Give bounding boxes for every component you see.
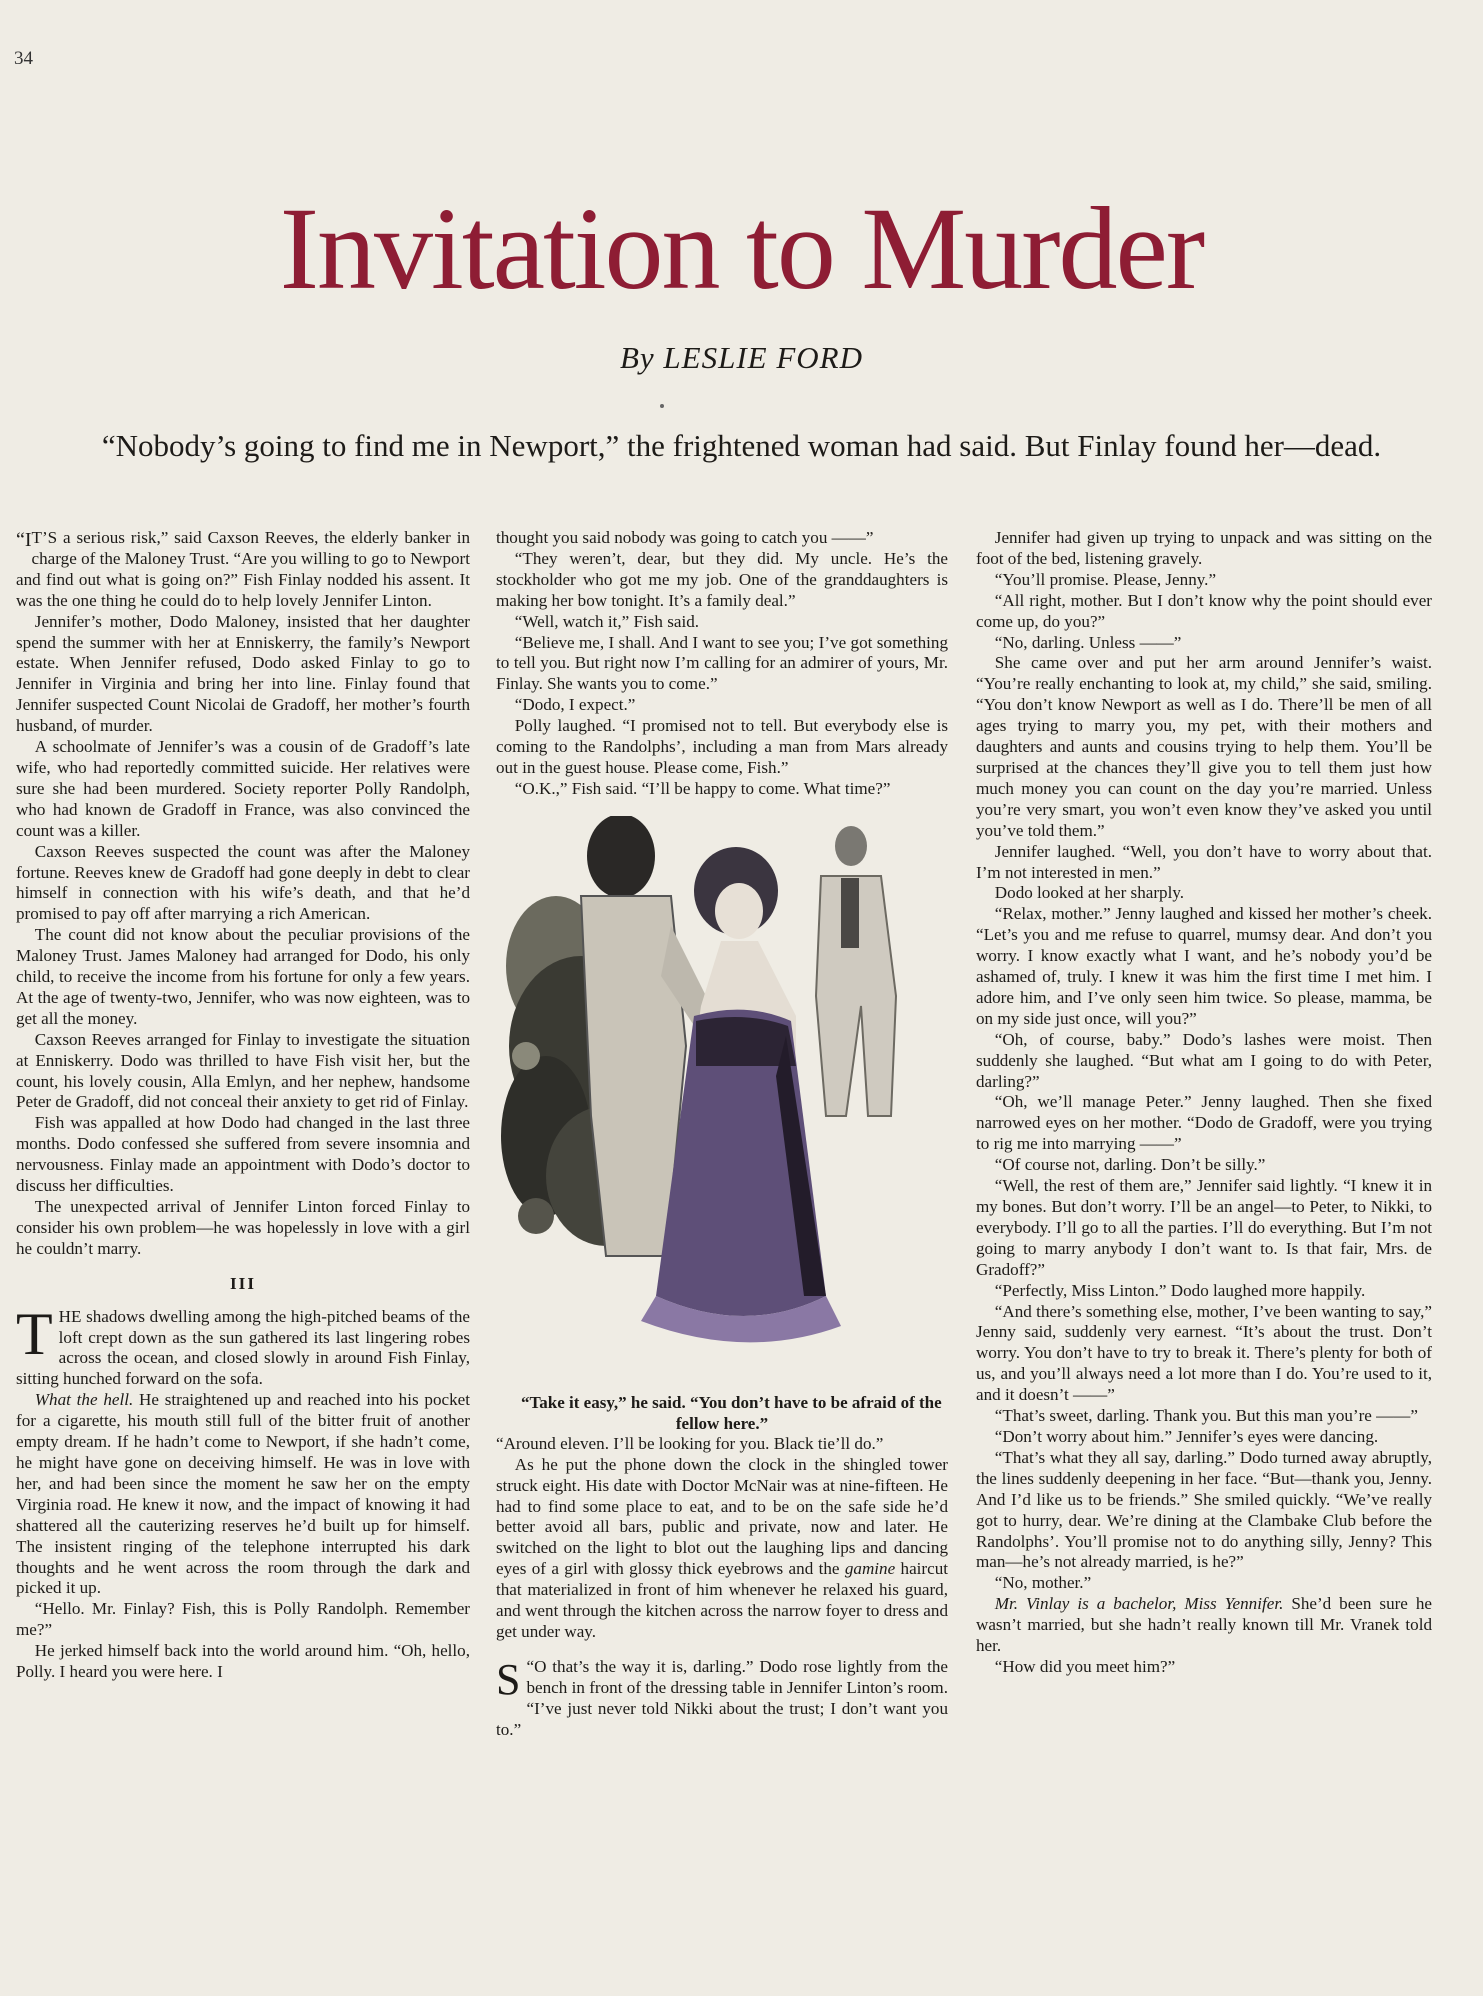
drop-cap: S: [496, 1654, 521, 1704]
paragraph: Polly laughed. “I promised not to tell. But everybody else is coming to the Randolphs’, including a man from Mars already out in the guest house. Please come, Fish.”: [496, 716, 948, 777]
opening-quote: “I: [16, 529, 32, 551]
paragraph: “All right, mother. But I don’t know why the point should ever come up, do you?”: [976, 590, 1432, 631]
paragraph: Jennifer had given up trying to unpack and was sitting on the foot of the bed, listening gravely.: [976, 528, 1432, 568]
text: HE shadows dwelling among the high-pitched beams of the loft crept down as the sun gathered its last lingering robes across the ocean, and closed slowly in around Fish Finlay, sitting hunched forward on the sofa.: [16, 1306, 470, 1389]
emphasis: What the hell.: [34, 1390, 134, 1410]
paragraph: “Dodo, I expect.”: [514, 695, 636, 715]
paragraph: “Around eleven. I’ll be looking for you. Black tie’ll do.”: [496, 1433, 884, 1453]
paragraph: Dodo looked at her sharply.: [994, 883, 1185, 903]
byline: By LESLIE FORD: [619, 340, 864, 375]
paragraph: “Believe me, I shall. And I want to see you; I’ve got something to tell you. But right now I’m calling for an admirer of yours, Mr. Finlay. She wants you to come.”: [496, 632, 948, 694]
paragraph: “You’ll promise. Please, Jenny.”: [994, 569, 1217, 589]
paragraph: [496, 1654, 948, 1741]
text: She’d been sure he wasn’t married, but she hadn’t really known till Mr. Vranek told her.: [976, 1594, 1432, 1656]
paragraph: The count did not know about the peculiar provisions of the Maloney Trust. James Maloney had arranged for Dodo, his only child, to receive the income from his fortune for only a few years. At the age of twenty-two, Jennifer, who was now eighteen, was to get all the money.: [16, 925, 470, 1028]
paragraph: A schoolmate of Jennifer’s was a cousin of de Gradoff’s late wife, who had reportedly committed suicide. Her relatives were sure she had been murdered. Society reporter Polly Randolph, who had known de Gradoff in France, was also convinced the count was a killer.: [16, 737, 470, 840]
column-1: [16, 528, 470, 1683]
paragraph: “Oh, we’ll manage Peter.” Jenny laughed. Then she fixed narrowed eyes on her mother. “Dodo de Gradoff, were you trying to rig me into marrying ——”: [976, 1092, 1432, 1154]
paragraph: “Relax, mother.” Jenny laughed and kissed her mother’s cheek. “Let’s you and me refuse to quarrel, mumsy dear. And don’t you worry. I know exactly what I want, and he’s nobody you’d be ashamed of, truly. I knew it was him the first time I met him. I adore him, and I’ve only seen him twice. So please, mamma, be on my side just once, will you?”: [976, 904, 1432, 1028]
emphasis: gamine: [844, 1559, 896, 1579]
deck: “Nobody’s going to find me in Newport,” the frightened woman had said. But Finlay found her—dead.: [101, 428, 1382, 463]
page-number: 34: [14, 48, 33, 69]
paragraph: [16, 1390, 470, 1599]
paragraph: [496, 1455, 948, 1643]
paragraph: “Well, watch it,” Fish said.: [514, 611, 700, 631]
paragraph: “Perfectly, Miss Linton.” Dodo laughed more happily.: [994, 1280, 1366, 1300]
paragraph: “How did you meet him?”: [994, 1656, 1176, 1676]
paragraph: “And there’s something else, mother, I’ve been wanting to say,” Jenny said, suddenly very earnest. “It’s about the trust. Don’t worry. You don’t have to try to break it. There’s plenty for both of us, and you’ll always need a lot more than I do. You’re used to it, and it doesn’t ——”: [976, 1301, 1432, 1405]
text: He straightened up and reached into his pocket for a cigarette, his mouth still full of the bitter fruit of another empty dream. If he hadn’t come to Newport, if she hadn’t come, he might have gone on deceiving himself. He was in love with her, and had been since the moment he saw her on the empty Virginia road. He knew it now, and the impact of knowing it had shattered all the cauterizing reserves he’d built up for himself. The insistent ringing of the telephone interrupted his dark thoughts and he went across the room through the dark and picked it up.: [16, 1390, 470, 1598]
ornament-dot: [660, 404, 664, 408]
paragraph: “O.K.,” Fish said. “I’ll be happy to come. What time?”: [514, 778, 891, 798]
man-background: [816, 826, 896, 1116]
paragraph: Jennifer laughed. “Well, you don’t have to worry about that. I’m not interested in men.”: [976, 841, 1432, 882]
paragraph: Fish was appalled at how Dodo had changed in the last three months. Dodo confessed she suffered from severe insomnia and nervousness. Finlay made an appointment with Dodo’s doctor to discuss her difficulties.: [16, 1113, 470, 1196]
paragraph: Jennifer’s mother, Dodo Maloney, insisted that her daughter spend the summer with her at Enniskerry, the family’s Newport estate. When Jennifer refused, Dodo asked Finlay to go to Jennifer in Virginia and bring her into line. Finlay found that Jennifer suspected Count Nicolai de Gradoff, her mother’s fourth husband, of murder.: [16, 611, 470, 736]
text: haircut that materialized in front of him whenever he relaxed his guard, and went through the kitchen across the narrow foyer to dress and get under way.: [496, 1559, 948, 1641]
paragraph: Caxson Reeves suspected the count was after the Maloney fortune. Reeves knew de Gradoff had gone deeply in debt to clear himself in connection with his wife’s death, and that he’d promised to pay off after marrying a rich American.: [16, 841, 470, 924]
paragraph: The unexpected arrival of Jennifer Linton forced Finlay to consider his own problem—he was hopelessly in love with a girl he couldn’t marry.: [16, 1197, 470, 1258]
paragraph: [16, 528, 470, 612]
paragraph: Caxson Reeves arranged for Finlay to investigate the situation at Enniskerry. Dodo was thrilled to have Fish visit her, but the count, his lovely cousin, Alla Emlyn, and her nephew, handsome Peter de Gradoff, did not conceal their anxiety to get rid of Finlay.: [16, 1029, 470, 1112]
paragraph: [16, 1300, 470, 1391]
paragraph: “That’s what they all say, darling.” Dodo turned away abruptly, the lines suddenly deepening in her face. “But—thank you, Jenny. And I’d like us to be friends.” She smiled quickly. “We’ve really got to hurry, dear. We’re dining at the Clambake Club before the Randolphs’. You’ll promise not to do anything silly, Jenny? This man—he’s not already married, is he?”: [976, 1447, 1432, 1572]
story-illustration: [496, 816, 948, 1380]
paragraph: [976, 1594, 1432, 1657]
column-3: [976, 528, 1432, 1678]
column-2: [496, 528, 948, 1740]
paragraph: She came over and put her arm around Jennifer’s waist. “You’re really enchanting to look at, my child,” she said, smiling. “You don’t know Newport as well as I do. There’ll be men of all ages trying to marry you, my pet, with their mothers and daughters and aunts and cousins trying to help them. You’ll be surprised at the chances they’ll give you to tell them just how much money you can count on the day you’re married. Unless you’re very smart, you won’t even know they’ve asked you until you’ve told them.”: [976, 653, 1432, 840]
paragraph: He jerked himself back into the world around him. “Oh, hello, Polly. I heard you were here. I: [16, 1641, 470, 1682]
paragraph: “That’s sweet, darling. Thank you. But this man you’re ——”: [994, 1406, 1418, 1426]
story-title: Invitation to Murder: [279, 183, 1204, 314]
paragraph: “No, darling. Unless ——”: [994, 632, 1182, 652]
text: T’S a serious risk,” said Caxson Reeves, the elderly banker in charge of the Maloney Trust. “Are you willing to go to Newport and find out what is going on?” Fish Finlay nodded his assent. It was the one thing he could do to help lovely Jennifer Linton.: [16, 528, 470, 610]
emphasis: Mr. Vinlay is a bachelor, Miss Yennifer.: [994, 1594, 1284, 1614]
opening-quote: “: [526, 1656, 535, 1676]
paragraph: “Well, the rest of them are,” Jennifer said lightly. “I knew it in my bones. But don’t worry. I’ll be an angel—to Peter, to Nikki, to everybody. I’ll go to all the parties. I’ll do everything. But I’m not going to marry anybody I don’t want to. Is that fair, Mrs. de Gradoff?”: [976, 1176, 1432, 1279]
illustration-image: [496, 816, 948, 1380]
paragraph: “Hello. Mr. Finlay? Fish, this is Polly Randolph. Remember me?”: [16, 1599, 470, 1640]
paragraph: “No, mother.”: [994, 1573, 1092, 1593]
paragraph: “Oh, of course, baby.” Dodo’s lashes were moist. Then suddenly she laughed. “But what am I going to do with Peter, darling?”: [976, 1029, 1432, 1091]
text: O that’s the way it is, darling.” Dodo rose lightly from the bench in front of the dressing table in Jennifer Linton’s room. “I’ve just never told Nikki about the trust; I don’t want you to.”: [496, 1656, 948, 1739]
illustration-caption: “Take it easy,” he said. “You don’t have to be afraid of the fellow here.”: [521, 1392, 942, 1433]
text: As he put the phone down the clock in the shingled tower struck eight. His date with Doctor McNair was at nine-fifteen. He had to find some place to eat, and to be on the safe side he’d better avoid all bars, public and private, now and later. He switched on the light to blot out the laughing lips and dancing eyes of a girl with glossy thick eyebrows and the: [496, 1454, 948, 1579]
drop-cap: T: [16, 1300, 53, 1367]
paragraph: “Don’t worry about him.” Jennifer’s eyes were dancing.: [994, 1426, 1379, 1446]
section-heading: III: [230, 1273, 256, 1293]
paragraph: “They weren’t, dear, but they did. My uncle. He’s the stockholder who got me my job. One of the granddaughters is making her bow tonight. It’s a family deal.”: [496, 548, 948, 610]
paragraph: thought you said nobody was going to catch you ——”: [496, 528, 874, 547]
paragraph: “Of course not, darling. Don’t be silly.”: [994, 1155, 1266, 1175]
